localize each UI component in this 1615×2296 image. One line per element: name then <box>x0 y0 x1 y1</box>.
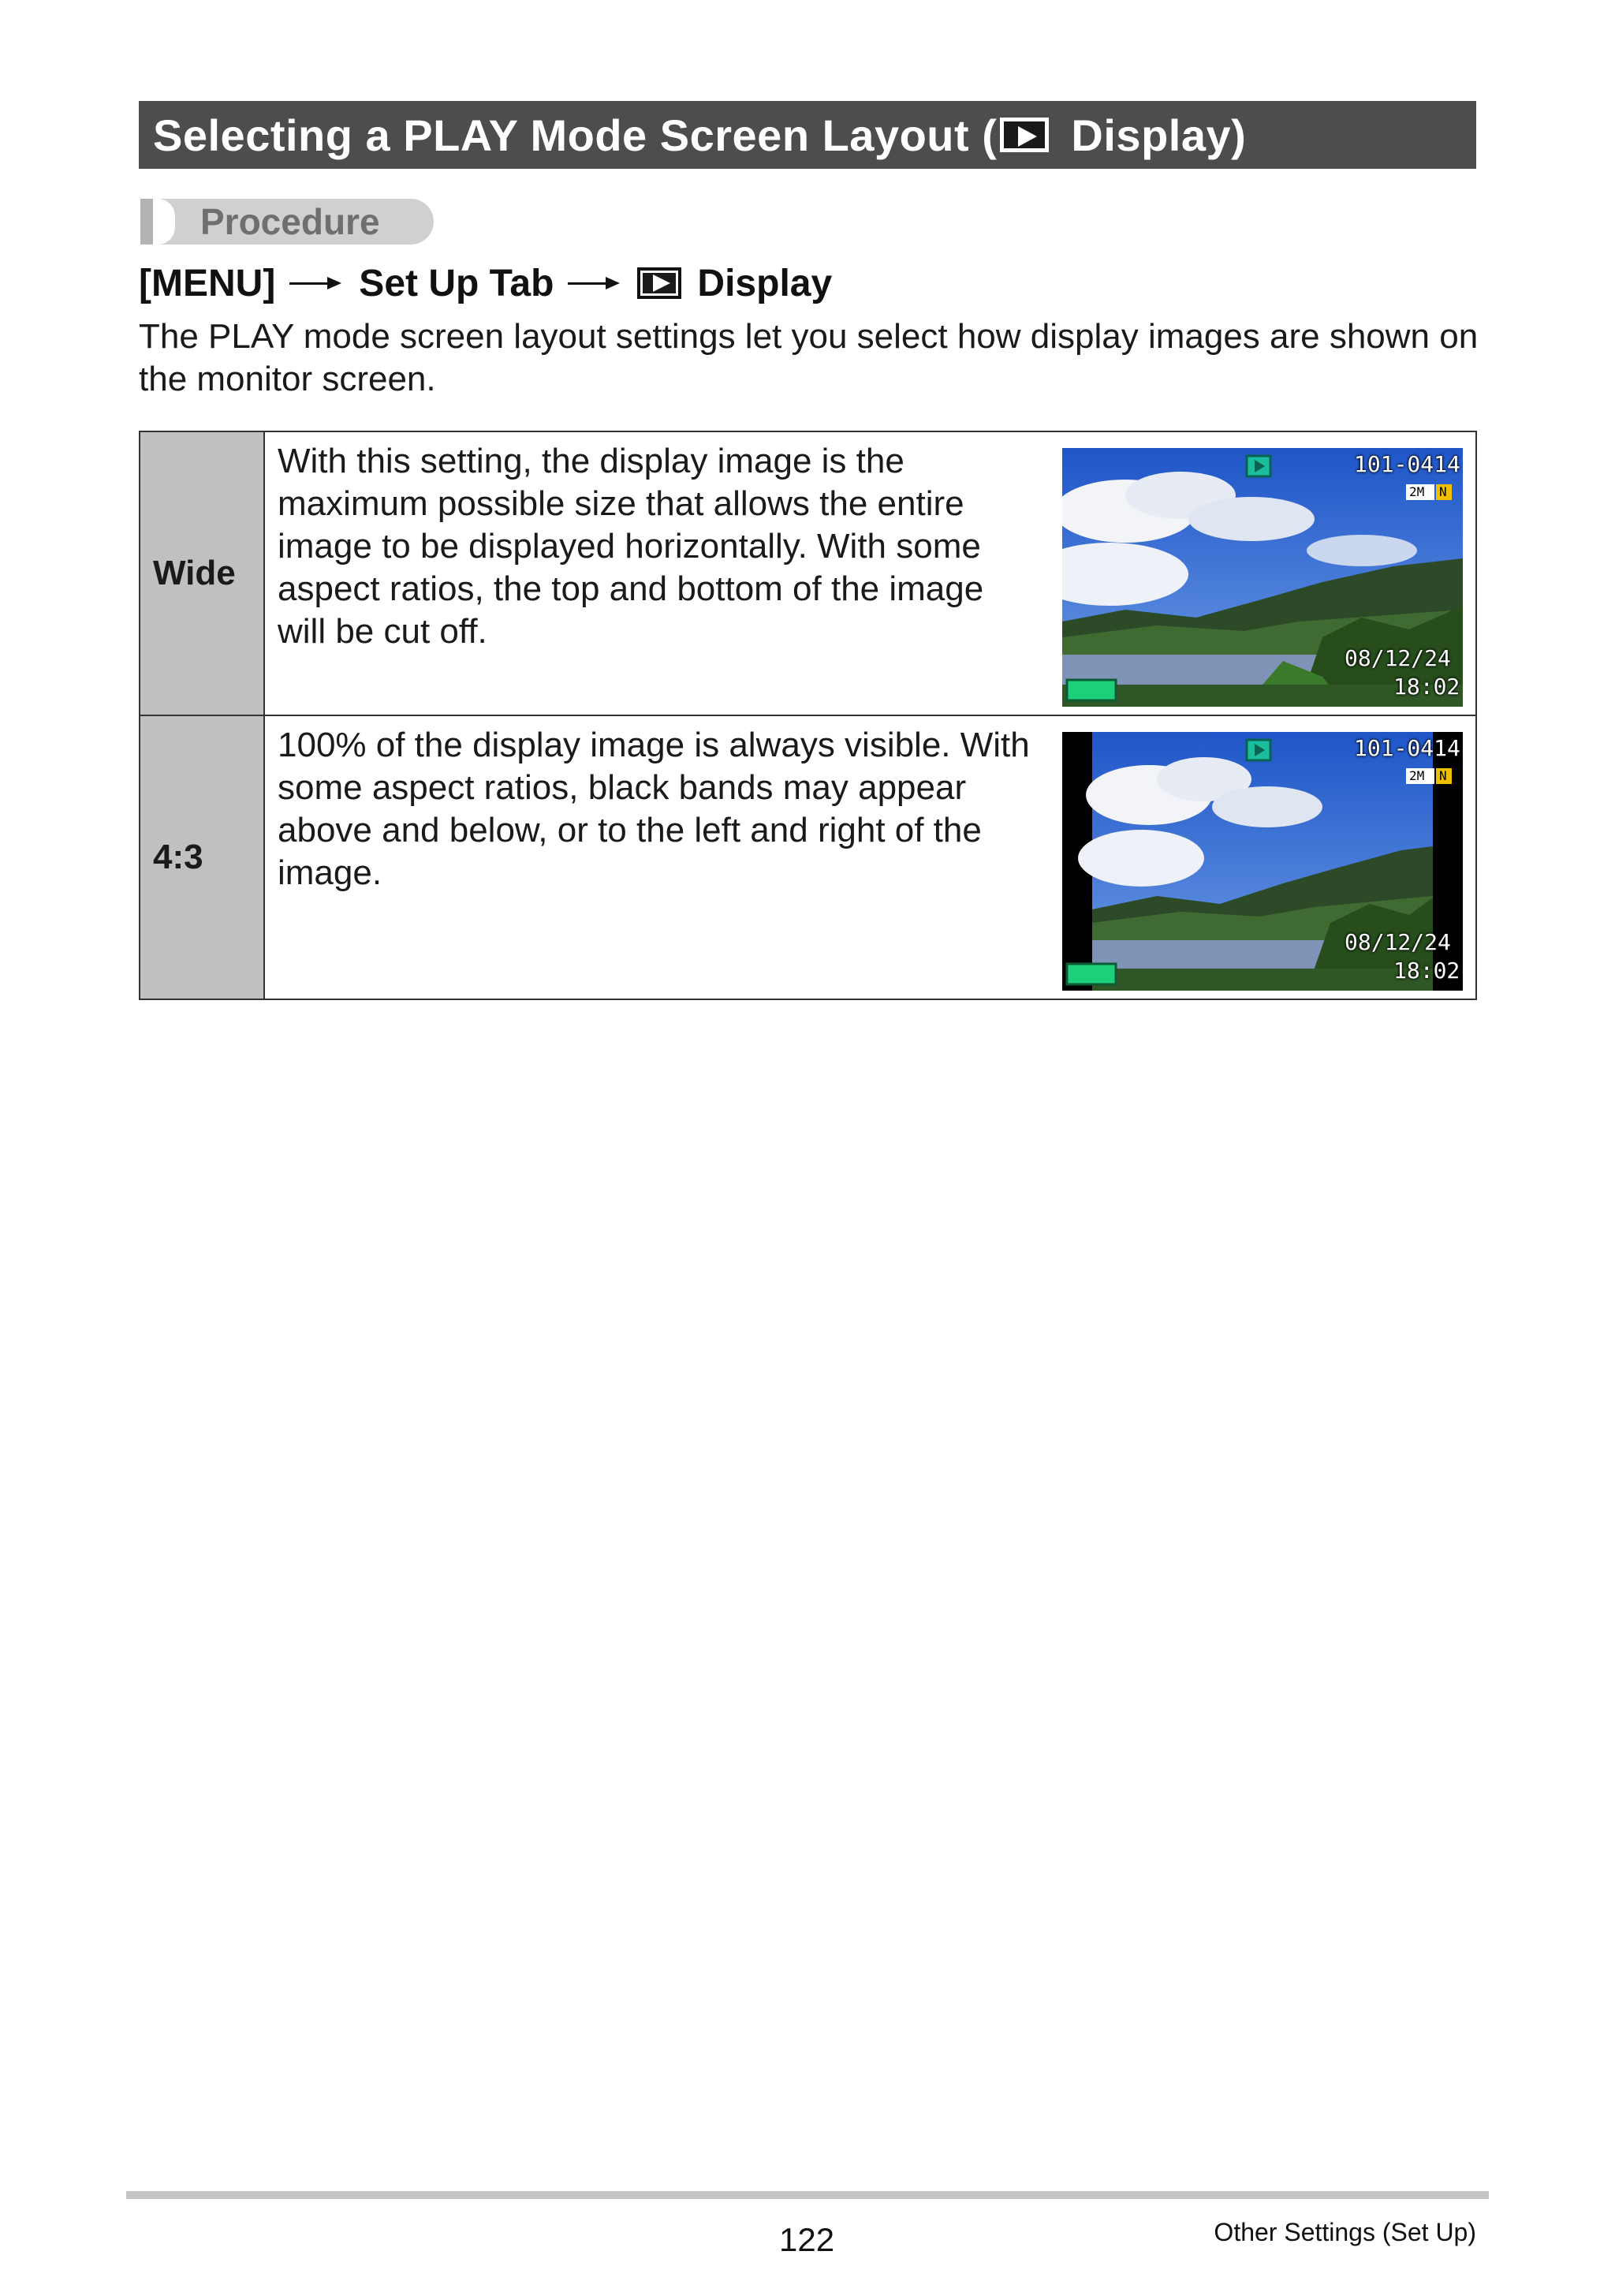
intro-paragraph: The PLAY mode screen layout settings let you select how display images are shown on the monitor screen. <box>139 317 1479 398</box>
procedure-badge <box>140 199 434 245</box>
play-mode-icon <box>637 267 681 299</box>
preview-time: 18:02 <box>1393 958 1460 984</box>
four-three-preview-image <box>1062 732 1463 991</box>
menu-tab: Set Up Tab <box>359 262 554 304</box>
menu-item: Display <box>697 262 833 304</box>
settings-table <box>139 431 1477 1000</box>
page-title <box>139 101 1476 169</box>
arrow-icon <box>289 275 345 291</box>
wide-preview-image <box>1062 448 1463 707</box>
title-prefix: Selecting a PLAY Mode Screen Layout ( <box>153 110 998 160</box>
menu-path <box>139 257 832 309</box>
setting-label-wide: Wide <box>140 431 264 715</box>
preview-file-number: 101-0414 <box>1354 735 1460 761</box>
setting-description: 100% of the display image is always visible. With some aspect ratios, black bands may appear above and below, or to the left and right of the image. <box>278 726 1030 892</box>
preview-image-size: 2M <box>1409 484 1425 499</box>
procedure-label: Procedure <box>200 201 380 242</box>
setting-description: With this setting, the display image is the maximum possible size that allows the entire image to be displayed horizontally. With some aspect ratios, the top and bottom of the image will be cut off. <box>278 442 984 651</box>
footer-section-name: Other Settings (Set Up) <box>1214 2218 1476 2246</box>
preview-time: 18:02 <box>1393 674 1460 700</box>
title-suffix: Display) <box>1058 110 1247 160</box>
footer-divider <box>126 2191 1489 2199</box>
preview-date: 08/12/24 <box>1345 645 1451 671</box>
preview-date: 08/12/24 <box>1345 929 1451 955</box>
page-number: 122 <box>779 2221 835 2258</box>
preview-image-size: 2M <box>1409 768 1425 783</box>
table-row <box>140 715 1476 999</box>
preview-quality: N <box>1439 768 1447 783</box>
play-mode-icon <box>1000 118 1049 152</box>
preview-quality: N <box>1439 484 1447 499</box>
table-row <box>140 431 1476 715</box>
preview-file-number: 101-0414 <box>1354 451 1460 477</box>
arrow-icon <box>568 275 623 291</box>
setting-label-4-3: 4:3 <box>140 715 264 999</box>
menu-key: [MENU] <box>139 262 276 304</box>
